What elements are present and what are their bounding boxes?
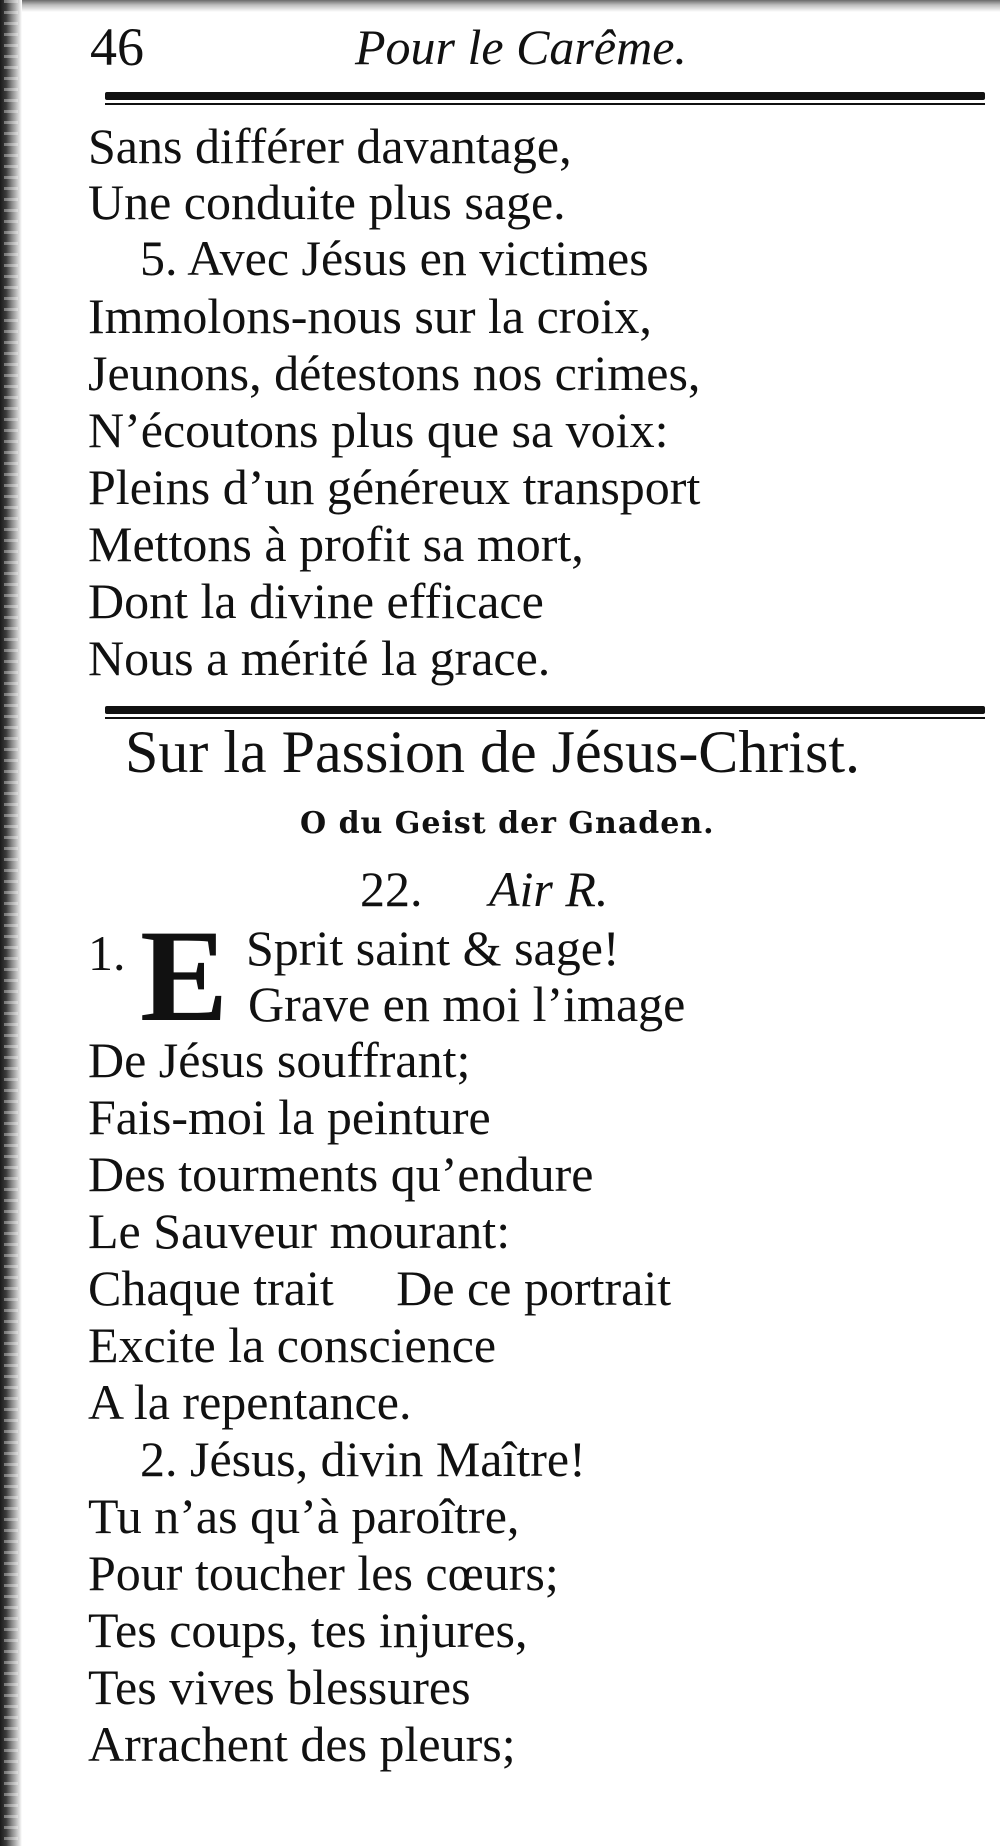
verse-line: Chaque trait De ce portrait — [88, 1260, 672, 1316]
verse-line: Grave en moi l’image — [248, 976, 686, 1032]
drop-cap-letter: E — [140, 902, 229, 1049]
header-rule — [105, 92, 985, 100]
verse-line: Mettons à profit sa mort, — [88, 516, 584, 572]
air-label: Air R. — [489, 861, 609, 917]
verse-line: Pleins d’un généreux transport — [88, 459, 701, 515]
verse-line: Dont la divine efficace — [88, 573, 544, 629]
verse-line: De Jésus souffrant; — [88, 1032, 471, 1088]
stanza-first-line: 2. Jésus, divin Maître! — [140, 1431, 586, 1487]
verse-line: Pour toucher les cœurs; — [88, 1545, 559, 1601]
hymn-title: Sur la Passion de Jésus-Christ. — [125, 719, 860, 785]
verse-line: Une conduite plus sage. — [88, 174, 566, 230]
verse-line: Sprit saint & sage! — [246, 920, 620, 976]
verse-line: Tes vives blessures — [88, 1659, 471, 1715]
verse-number: 1. — [88, 925, 126, 981]
section-rule — [105, 706, 985, 714]
verse-line: Nous a mérité la grace. — [88, 630, 551, 686]
verse-line: A la repentance. — [88, 1374, 412, 1430]
verse-line: Jeunons, détestons nos crimes, — [88, 345, 701, 401]
verse-line: Excite la conscience — [88, 1317, 497, 1373]
verse-line: Immolons-nous sur la croix, — [88, 288, 652, 344]
running-title: Pour le Carême. — [355, 19, 687, 75]
verse-line: N’écoutons plus que sa voix: — [88, 402, 669, 458]
hymn-number: 22. — [360, 861, 423, 917]
page-number: 46 — [90, 17, 144, 77]
tune-reference: O du Geist der Gnaden. — [300, 806, 715, 841]
hymn-number-line — [360, 860, 608, 918]
verse-line: Tes coups, tes injures, — [88, 1602, 528, 1658]
stanza-first-line: 5. Avec Jésus en victimes — [140, 230, 649, 286]
running-head — [90, 14, 990, 84]
verse-line: Sans différer davantage, — [88, 118, 572, 174]
verse-line: Arrachent des pleurs; — [88, 1716, 516, 1772]
verse-line: Le Sauveur mourant: — [88, 1203, 511, 1259]
verse-line: Fais-moi la peinture — [88, 1089, 491, 1145]
verse-line: Tu n’as qu’à paroître, — [88, 1488, 520, 1544]
verse-line: Des tourments qu’endure — [88, 1146, 594, 1202]
